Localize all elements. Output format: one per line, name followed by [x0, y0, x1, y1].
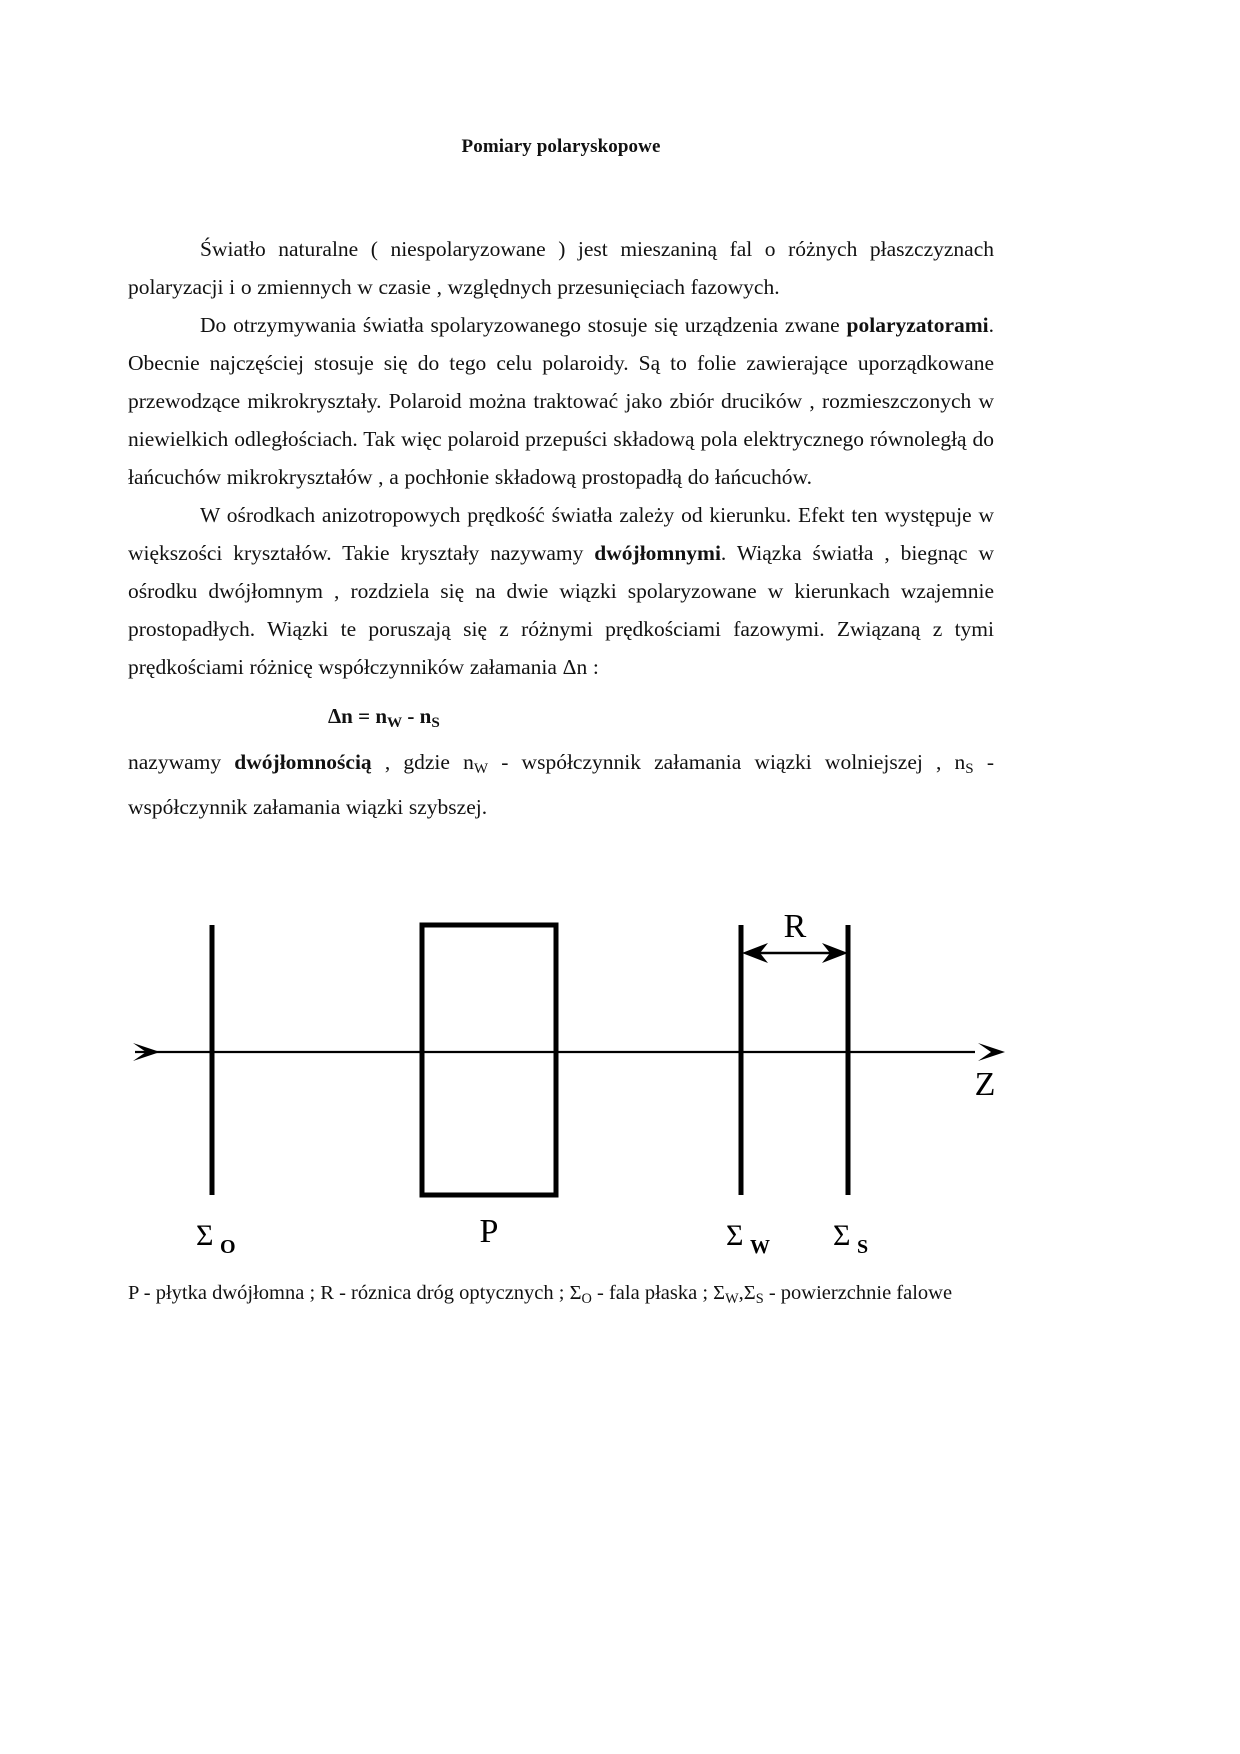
document-body	[128, 120, 994, 826]
figure-label-sigma-o	[196, 1219, 236, 1258]
formula-ns-base: n	[419, 704, 432, 728]
caption-sigma-o-subscript: O	[581, 1291, 592, 1308]
inline-n-w	[463, 750, 489, 778]
inline-n-w-base: n	[463, 750, 474, 775]
retardation-measure-arrow	[742, 943, 848, 963]
caption-sigma-w	[713, 1282, 739, 1308]
paragraph-3-run-1: W ośrodkach anizotropowych prędkość światła zależy od kierunku. Efekt ten występuje w większości kryształów. Takie kryształy nazywamy	[128, 503, 994, 565]
caption-sigma-w-base: Σ	[713, 1282, 726, 1304]
svg-text:Σ: Σ	[196, 1219, 214, 1252]
figure-label-P: P	[479, 1213, 499, 1250]
svg-text:O: O	[220, 1236, 236, 1258]
z-axis-arrowhead	[978, 1043, 1005, 1061]
figure-label-R: R	[783, 908, 807, 945]
caption-sigma-w-subscript: W	[725, 1291, 739, 1308]
plate-p-rectangle	[422, 925, 556, 1195]
figure-label-sigma-s	[833, 1219, 868, 1258]
svg-text:Σ: Σ	[726, 1219, 744, 1252]
figure-label-Z: Z	[974, 1066, 996, 1103]
caption-sigma-o-base: Σ	[569, 1282, 582, 1304]
caption-sigma-s-subscript: S	[755, 1291, 764, 1308]
formula-equals: =	[358, 704, 371, 728]
caption-comma: ,	[738, 1282, 744, 1304]
caption-seg-1: P - płytka dwójłomna ; R - róznica dróg optycznych ;	[128, 1282, 570, 1304]
inline-n-s-subscript: S	[965, 761, 974, 778]
inline-n-w-subscript: W	[473, 761, 489, 778]
formula-minus: -	[407, 704, 415, 728]
page-title: Pomiary polaryskopowe	[461, 136, 661, 157]
paragraph-2-run-3: . Obecnie najczęściej stosuje się do tego celu polaroidy. Są to folie zawierające uporządkowane przewodzące mikrokryształy. Polaroid można traktować jako zbiór drucików , rozmieszczonych w niewielkich odległościach. Tak więc polaroid przepuści składową pola elektrycznego równoległą do łańcuchów mikrokryształów , a pochłonie składową prostopadłą do łańcuchów.	[128, 313, 994, 489]
title-spacer	[128, 158, 994, 230]
paragraph-4-lead: nazywamy	[128, 750, 235, 775]
svg-text:Σ: Σ	[833, 1219, 851, 1252]
figure-caption	[128, 1272, 998, 1320]
caption-sigma-s-base: Σ	[743, 1282, 756, 1304]
formula-term-nw	[375, 704, 403, 732]
inline-n-s	[954, 750, 974, 778]
inline-n-s-base: n	[954, 750, 966, 775]
term-dwojlomnymi: dwójłomnymi	[594, 541, 721, 565]
formula-nw-subscript: W	[387, 715, 403, 732]
paragraph-2-run-1: Do otrzymywania światła spolaryzowanego stosuje się urządzenia zwane	[200, 313, 847, 337]
caption-seg-2: - fala płaska ;	[591, 1282, 714, 1304]
paragraph-4-tail: - współczynnik załamania wiązki szybszej.	[128, 750, 994, 820]
paragraph-3	[128, 496, 994, 686]
formula-delta-n: Δn	[328, 704, 353, 728]
formula-term-ns	[419, 704, 440, 732]
formula-ns-subscript: S	[431, 715, 440, 732]
caption-seg-3: - powierzchnie falowe	[763, 1282, 953, 1304]
paragraph-1	[128, 230, 994, 306]
svg-text:W: W	[750, 1236, 770, 1258]
formula-nw-base: n	[375, 704, 388, 728]
paragraph-1-text: Światło naturalne ( niespolaryzowane ) jest mieszaniną fal o różnych płaszczyznach polaryzacji i o zmiennych w czasie , względnych przesunięciach fazowych.	[128, 237, 994, 299]
figure-polariscope	[0, 905, 1240, 1265]
paragraph-2	[128, 306, 994, 496]
term-dwojlomnoscia: dwójłomnością	[234, 750, 372, 775]
caption-sigma-s	[743, 1282, 764, 1308]
caption-sigma-o	[569, 1282, 592, 1308]
paragraph-3-run-3: . Wiązka światła , biegnąc w ośrodku dwójłomnym , rozdziela się na dwie wiązki spolaryzowane w kierunkach wzajemnie prostopadłych. Wiązki te poruszają się z różnymi prędkościami fazowymi. Związaną z tymi prędkościami różnicę współczynników załamania Δn :	[128, 541, 994, 679]
svg-text:S: S	[857, 1236, 869, 1258]
term-polaryzatorami: polaryzatorami	[846, 313, 989, 337]
formula-birefringence	[128, 696, 994, 743]
paragraph-4	[128, 743, 994, 826]
paragraph-4-mid-1: , gdzie	[371, 750, 464, 775]
paragraph-4-mid-2: - współczynnik załamania wiązki wolniejszej ,	[488, 750, 955, 775]
figure-label-sigma-w	[726, 1219, 770, 1258]
